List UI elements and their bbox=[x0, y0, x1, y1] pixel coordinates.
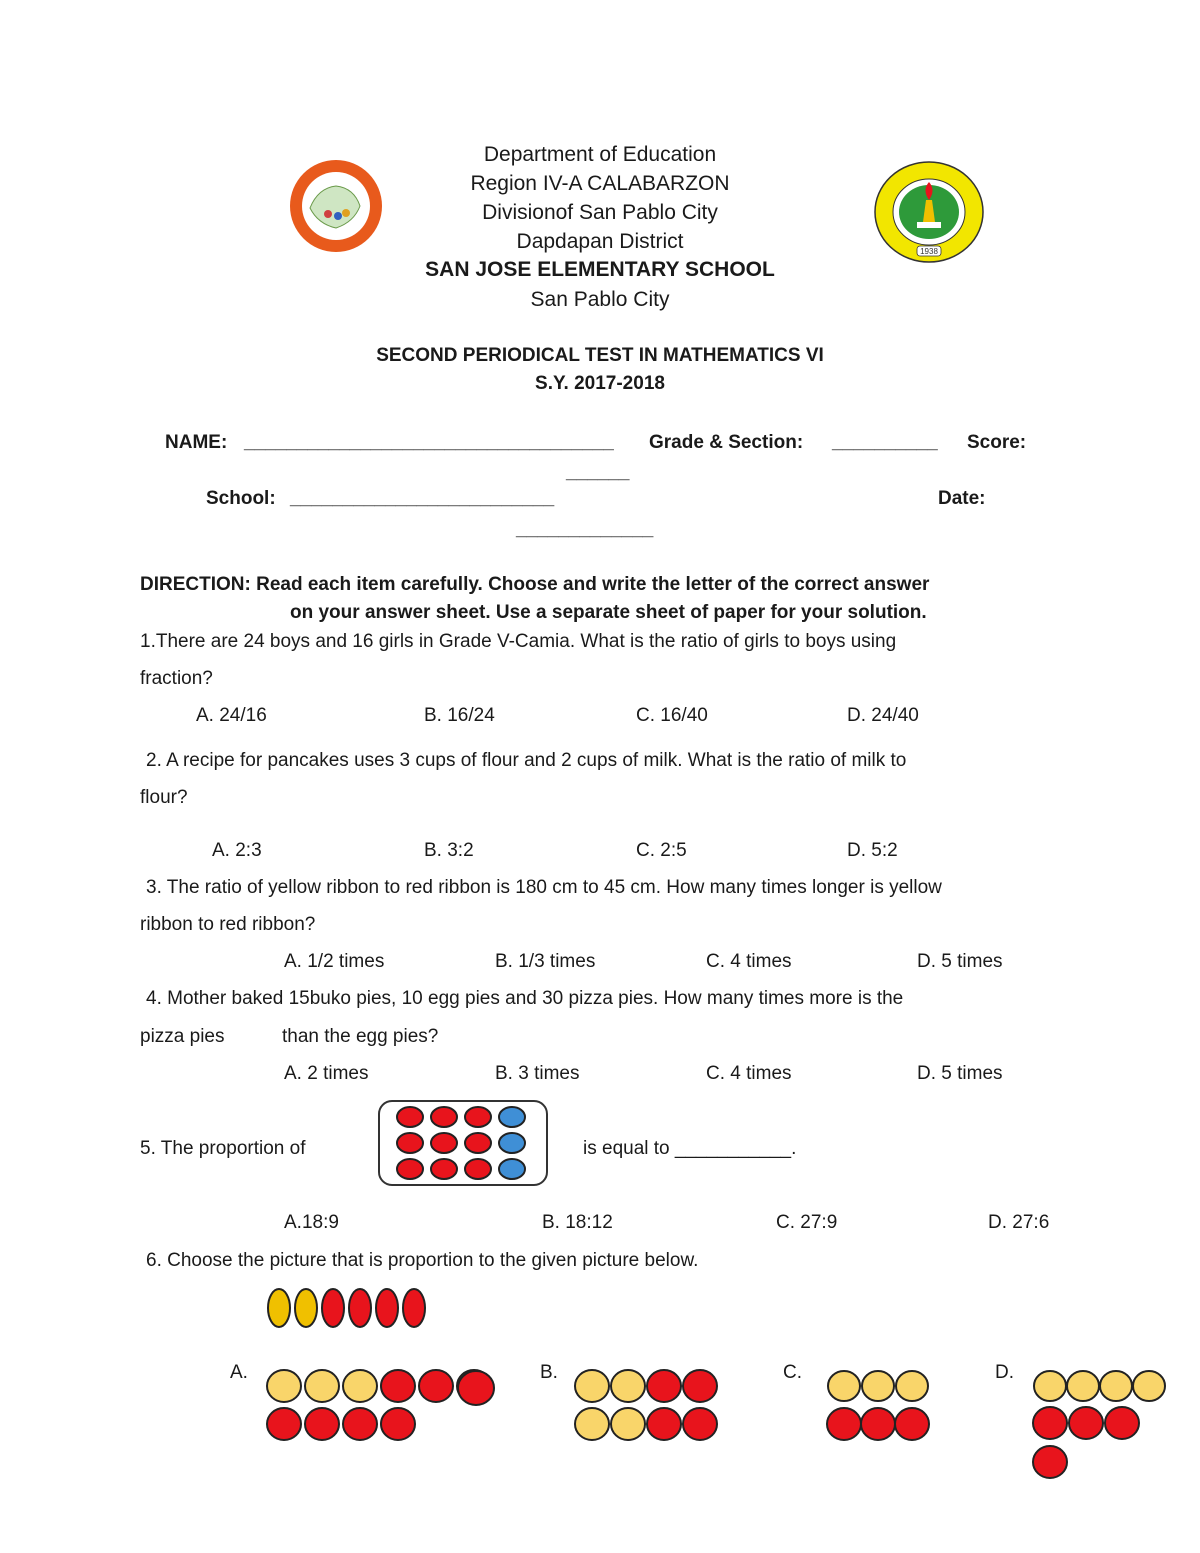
red-oval bbox=[376, 1289, 398, 1327]
red-circle bbox=[1033, 1446, 1067, 1478]
red-oval bbox=[322, 1289, 344, 1327]
blue-dot bbox=[499, 1159, 525, 1179]
q4-line-2b: than the egg pies? bbox=[282, 1026, 439, 1047]
header-district: Dapdapan District bbox=[516, 230, 684, 253]
q6-choice-a-picture[interactable] bbox=[264, 1366, 500, 1446]
yellow-circle bbox=[305, 1370, 339, 1402]
q4-line-1: 4. Mother baked 15buko pies, 10 egg pies and 30 pizza pies. How many times more is the bbox=[146, 988, 904, 1009]
q4-line-2a: pizza pies bbox=[140, 1026, 225, 1047]
yellow-circle bbox=[896, 1371, 928, 1401]
q2-line-1: 2. A recipe for pancakes uses 3 cups of flour and 2 cups of milk. What is the ratio of milk to bbox=[146, 750, 907, 771]
q3-choice-a[interactable]: A. 1/2 times bbox=[284, 951, 385, 972]
date-label: Date: bbox=[938, 488, 986, 509]
red-circle bbox=[343, 1408, 377, 1440]
q5-dots-figure bbox=[380, 1102, 546, 1184]
q6-label-c: C. bbox=[783, 1362, 802, 1383]
q3-line-1: 3. The ratio of yellow ribbon to red ribbon is 180 cm to 45 cm. How many times longer is yellow bbox=[146, 877, 942, 898]
yellow-circle bbox=[828, 1371, 860, 1401]
q6-label-a: A. bbox=[230, 1362, 248, 1383]
q6-choice-b-picture[interactable] bbox=[572, 1366, 722, 1446]
red-dot bbox=[431, 1159, 457, 1179]
red-dot bbox=[397, 1107, 423, 1127]
yellow-circle bbox=[611, 1370, 645, 1402]
direction-line-2: on your answer sheet. Use a separate sheet of paper for your solution. bbox=[290, 602, 927, 623]
red-circle bbox=[827, 1408, 861, 1440]
red-circle bbox=[305, 1408, 339, 1440]
grade-section-label: Grade & Section: bbox=[649, 432, 804, 453]
red-circle bbox=[381, 1408, 415, 1440]
red-dot bbox=[431, 1133, 457, 1153]
test-title: SECOND PERIODICAL TEST IN MATHEMATICS VI bbox=[376, 345, 824, 366]
q6-line-1: 6. Choose the picture that is proportion to the given picture below. bbox=[146, 1250, 699, 1271]
yellow-oval bbox=[295, 1289, 317, 1327]
score-label: Score: bbox=[967, 432, 1027, 453]
red-dot bbox=[465, 1133, 491, 1153]
red-circle bbox=[381, 1370, 415, 1402]
q4-choice-a[interactable]: A. 2 times bbox=[284, 1063, 369, 1084]
name-field[interactable]: ___________________________________ bbox=[244, 432, 614, 453]
red-circle bbox=[1105, 1407, 1139, 1439]
q2-line-2: flour? bbox=[140, 787, 188, 808]
q5-choice-a[interactable]: A.18:9 bbox=[284, 1212, 339, 1233]
yellow-oval bbox=[268, 1289, 290, 1327]
date-field[interactable]: _____________ bbox=[516, 519, 654, 540]
q3-choice-c[interactable]: C. 4 times bbox=[706, 951, 792, 972]
q1-choice-b[interactable]: B. 16/24 bbox=[424, 705, 495, 726]
q1-line-1: 1.There are 24 boys and 16 girls in Grade V-Camia. What is the ratio of girls to boys using bbox=[140, 631, 897, 652]
yellow-circle bbox=[575, 1370, 609, 1402]
q2-choice-d[interactable]: D. 5:2 bbox=[847, 840, 898, 861]
q5-choice-c[interactable]: C. 27:9 bbox=[776, 1212, 838, 1233]
q2-choice-a[interactable]: A. 2:3 bbox=[212, 840, 262, 861]
q6-label-d: D. bbox=[995, 1362, 1014, 1383]
header-school-name: SAN JOSE ELEMENTARY SCHOOL bbox=[425, 258, 775, 281]
header-city: San Pablo City bbox=[530, 288, 670, 311]
red-oval bbox=[403, 1289, 425, 1327]
q6-label-b: B. bbox=[540, 1362, 558, 1383]
yellow-circle bbox=[575, 1408, 609, 1440]
red-circle bbox=[1033, 1407, 1067, 1439]
header-division: Divisionof San Pablo City bbox=[482, 201, 718, 224]
red-circle bbox=[1069, 1407, 1103, 1439]
q6-choice-c-picture[interactable] bbox=[824, 1366, 934, 1446]
q2-choice-c[interactable]: C. 2:5 bbox=[636, 840, 687, 861]
q3-choice-d[interactable]: D. 5 times bbox=[917, 951, 1003, 972]
svg-text:1938: 1938 bbox=[920, 247, 938, 256]
q5-choice-b[interactable]: B. 18:12 bbox=[542, 1212, 613, 1233]
score-field[interactable]: ______ bbox=[566, 462, 630, 483]
direction-line-1: DIRECTION: Read each item carefully. Choose and write the letter of the correct answer bbox=[140, 574, 930, 595]
q3-choice-b[interactable]: B. 1/3 times bbox=[495, 951, 596, 972]
yellow-circle bbox=[267, 1370, 301, 1402]
header-region: Region IV-A CALABARZON bbox=[470, 172, 730, 195]
red-circle bbox=[458, 1371, 494, 1405]
q4-choice-d[interactable]: D. 5 times bbox=[917, 1063, 1003, 1084]
q6-choice-d-picture[interactable] bbox=[1030, 1366, 1170, 1484]
q4-choice-b[interactable]: B. 3 times bbox=[495, 1063, 580, 1084]
q1-choice-c[interactable]: C. 16/40 bbox=[636, 705, 708, 726]
red-dot bbox=[397, 1133, 423, 1153]
red-circle bbox=[267, 1408, 301, 1440]
yellow-circle bbox=[862, 1371, 894, 1401]
red-circle bbox=[419, 1370, 453, 1402]
q4-choice-c[interactable]: C. 4 times bbox=[706, 1063, 792, 1084]
header-department: Department of Education bbox=[483, 143, 717, 166]
school-label: School: bbox=[206, 488, 276, 509]
blue-dot bbox=[499, 1133, 525, 1153]
grade-section-field[interactable]: __________ bbox=[832, 432, 938, 453]
yellow-circle bbox=[1133, 1371, 1165, 1401]
red-dot bbox=[465, 1107, 491, 1127]
red-circle bbox=[683, 1408, 717, 1440]
school-year: S.Y. 2017-2018 bbox=[535, 373, 665, 394]
q5-lead: 5. The proportion of bbox=[140, 1138, 306, 1159]
q5-choice-d[interactable]: D. 27:6 bbox=[988, 1212, 1050, 1233]
yellow-circle bbox=[1067, 1371, 1099, 1401]
q5-tail: is equal to ___________. bbox=[583, 1138, 797, 1159]
red-circle bbox=[895, 1408, 929, 1440]
name-label: NAME: bbox=[165, 432, 228, 453]
red-dot bbox=[465, 1159, 491, 1179]
school-field[interactable]: _________________________ bbox=[290, 488, 555, 509]
red-oval bbox=[349, 1289, 371, 1327]
red-circle bbox=[683, 1370, 717, 1402]
red-circle bbox=[861, 1408, 895, 1440]
q1-choice-a[interactable]: A. 24/16 bbox=[196, 705, 267, 726]
yellow-circle bbox=[611, 1408, 645, 1440]
yellow-circle bbox=[1034, 1371, 1066, 1401]
q1-line-2: fraction? bbox=[140, 668, 213, 689]
q1-choice-d[interactable]: D. 24/40 bbox=[847, 705, 919, 726]
yellow-circle bbox=[1100, 1371, 1132, 1401]
q6-given-picture bbox=[266, 1286, 436, 1332]
red-circle bbox=[647, 1370, 681, 1402]
red-circle bbox=[647, 1408, 681, 1440]
red-dot bbox=[431, 1107, 457, 1127]
blue-dot bbox=[499, 1107, 525, 1127]
q3-line-2: ribbon to red ribbon? bbox=[140, 914, 316, 935]
q2-choice-b[interactable]: B. 3:2 bbox=[424, 840, 474, 861]
red-dot bbox=[397, 1159, 423, 1179]
yellow-circle bbox=[343, 1370, 377, 1402]
